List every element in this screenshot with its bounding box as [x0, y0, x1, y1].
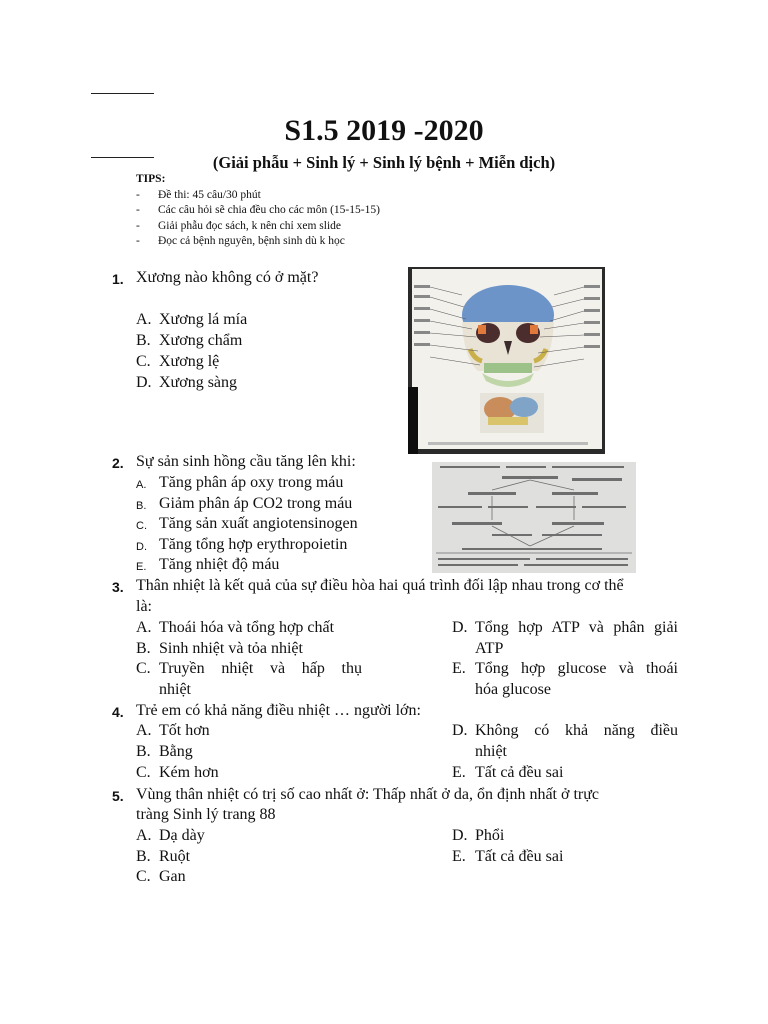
skull-illustration-icon [408, 267, 605, 454]
question-text: Sự sản sinh hồng cầu tăng lên khi: [136, 453, 356, 470]
flowchart-illustration-icon [432, 462, 636, 573]
question-text-line2: tràng Sinh lý trang 88 [136, 806, 276, 823]
skull-anatomy-photo [408, 267, 605, 454]
question-text-line2: là: [136, 598, 152, 615]
question-number: 1. [112, 271, 124, 287]
option-4d: D. Không có khả năng điều nhiệt [452, 722, 678, 760]
header-rule-top [91, 93, 154, 94]
tip-item: - Giải phẫu đọc sách, k nên chỉ xem slide [136, 219, 341, 232]
tips-heading: TIPS: [136, 173, 166, 185]
question-number: 5. [112, 788, 124, 804]
tips-block [136, 172, 380, 250]
option-3c: C. Truyền nhiệt và hấp thụ nhiệt [136, 660, 362, 698]
tip-item: - Các câu hỏi sẽ chia đều cho các môn (15-15-15) [136, 204, 380, 216]
question-text-line1: Thân nhiệt là kết quả của sự điều hòa hai quá trình đối lập nhau trong cơ thể [136, 577, 624, 594]
question-text-line1: Vùng thân nhiệt có trị số cao nhất ở: Thấp nhất ở da, ổn định nhất ở trực [136, 786, 599, 803]
question-number: 3. [112, 579, 124, 595]
option-3e: E. Tổng hợp glucose và thoái hóa glucose [452, 660, 678, 698]
question-number: 2. [112, 455, 124, 471]
erythropoiesis-diagram-photo [432, 462, 636, 573]
question-text: Xương nào không có ở mặt? [136, 269, 319, 286]
page-title: S1.5 2019 -2020 [284, 114, 484, 147]
option-3d: D. Tổng hợp ATP và phân giải ATP [452, 619, 678, 657]
question-number: 4. [112, 704, 124, 720]
page-subtitle: (Giải phẫu + Sinh lý + Sinh lý bệnh + Miễn dịch) [212, 153, 556, 172]
question-text: Trẻ em có khả năng điều nhiệt … người lớn: [136, 702, 421, 719]
tip-item: - Đọc cả bệnh nguyên, bệnh sinh dù k học [136, 235, 345, 247]
tip-item: - Đề thi: 45 câu/30 phút [136, 188, 261, 201]
